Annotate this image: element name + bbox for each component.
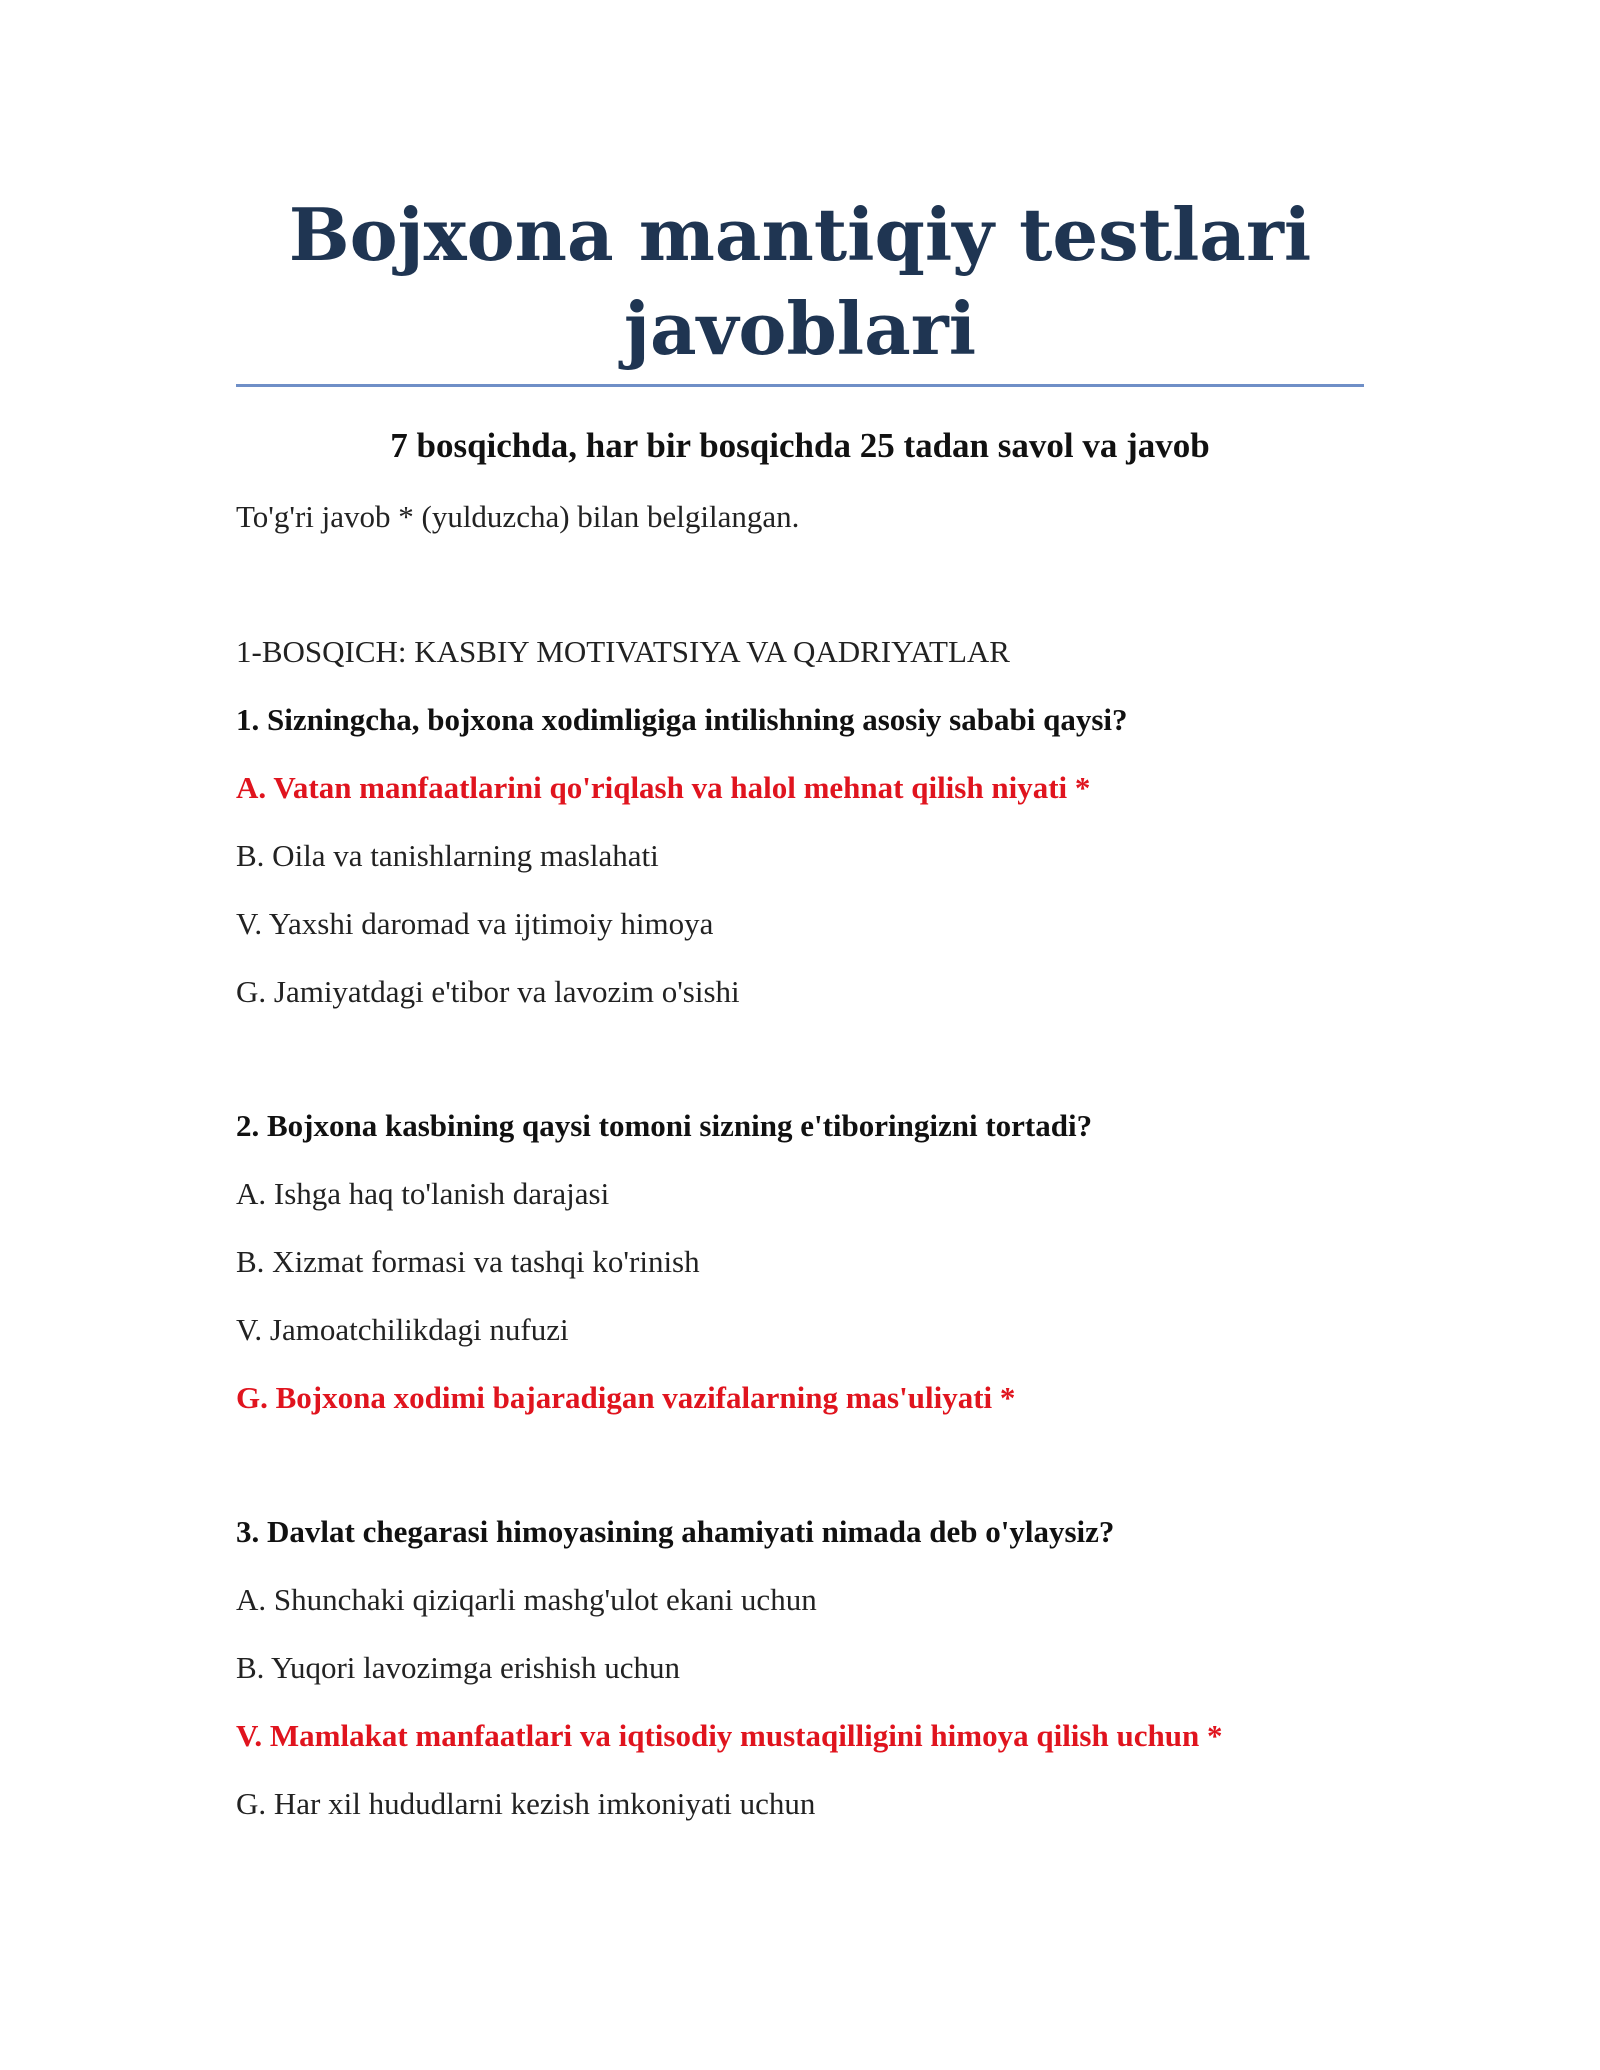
question-3-option-v: V. Mamlakat manfaatlari va iqtisodiy mustaqilligini himoya qilish uchun * [236, 1718, 1223, 1753]
question-3-option-b: B. Yuqori lavozimga erishish uchun [236, 1650, 680, 1685]
question-3-option-g: G. Har xil hududlarni kezish imkoniyati uchun [236, 1786, 816, 1821]
question-3-option-a: A. Shunchaki qiziqarli mashg'ulot ekani uchun [236, 1582, 817, 1617]
question-1-option-a: A. Vatan manfaatlarini qo'riqlash va halol mehnat qilish niyati * [236, 770, 1091, 805]
document-title [236, 188, 1364, 376]
section-heading: 1-BOSQICH: KASBIY MOTIVATSIYA VA QADRIYATLAR [236, 634, 1010, 669]
question-1-option-b: B. Oila va tanishlarning maslahati [236, 838, 659, 873]
answer-key-note: To'g'ri javob * (yulduzcha) bilan belgilangan. [236, 499, 800, 534]
question-2-option-v: V. Jamoatchilikdagi nufuzi [236, 1312, 569, 1347]
question-1-option-g: G. Jamiyatdagi e'tibor va lavozim o'sishi [236, 974, 740, 1009]
title-line-1: Bojxona mantiqiy testlari [288, 192, 1312, 277]
document-subtitle: 7 bosqichda, har bir bosqichda 25 tadan savol va javob [390, 426, 1210, 465]
question-2-option-a: A. Ishga haq to'lanish darajasi [236, 1176, 610, 1211]
question-2-option-g: G. Bojxona xodimi bajaradigan vazifalarning mas'uliyati * [236, 1380, 1016, 1415]
title-line-2: javoblari [623, 286, 977, 371]
title-divider [236, 384, 1364, 387]
question-1-option-v: V. Yaxshi daromad va ijtimoiy himoya [236, 906, 714, 941]
question-3: 3. Davlat chegarasi himoyasining ahamiyati nimada deb o'ylaysiz? [236, 1514, 1115, 1549]
question-2-option-b: B. Xizmat formasi va tashqi ko'rinish [236, 1244, 700, 1279]
question-1: 1. Sizningcha, bojxona xodimligiga intilishning asosiy sababi qaysi? [236, 702, 1128, 737]
question-2: 2. Bojxona kasbining qaysi tomoni sizning e'tiboringizni tortadi? [236, 1108, 1093, 1143]
